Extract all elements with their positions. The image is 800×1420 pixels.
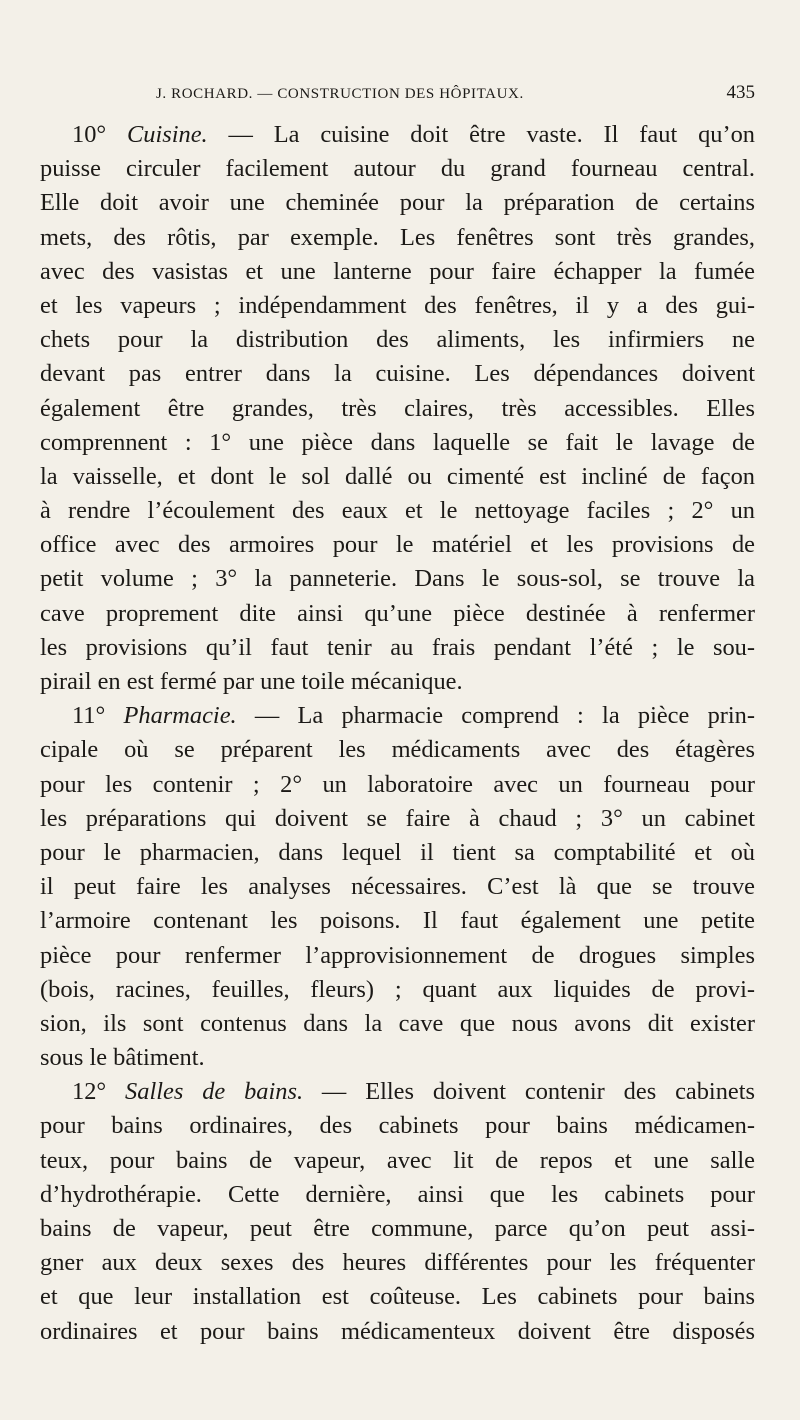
text-line: la vaisselle, et dont le sol dallé ou cimenté est incliné de façon [40, 462, 755, 490]
body-text [40, 118, 755, 1349]
text-line: l’armoire contenant les poisons. Il faut également une petite [40, 907, 755, 935]
text-line: sous le bâtiment. [40, 1044, 205, 1072]
text-line: chets pour la distribution des aliments, les infirmiers ne [40, 326, 755, 354]
text-line: pirail en est fermé par une toile mécanique. [40, 668, 463, 695]
text-line: Elle doit avoir une cheminée pour la préparation de certains [40, 189, 755, 217]
text-line: cipale où se préparent les médicaments avec des étagères [40, 736, 755, 764]
text-line: également être grandes, très claires, très accessibles. Elles [40, 394, 755, 422]
text-line: pièce pour renfermer l’approvisionnement de drogues simples [40, 941, 755, 969]
text-line: avec des vasistas et une lanterne pour faire échapper la fumée [40, 257, 755, 285]
section-number: 11° [72, 702, 106, 730]
section-first-line [40, 1075, 755, 1109]
text-line: les provisions qu’il faut tenir au frais pendant l’été ; le sou- [40, 633, 755, 661]
running-header [40, 80, 755, 108]
section-title: Pharmacie. [123, 702, 237, 730]
section-first-line [40, 699, 755, 733]
text-line: d’hydrothérapie. Cette dernière, ainsi que les cabinets pour [40, 1180, 755, 1208]
text-line: office avec des armoires pour le matériel et les provisions de [40, 531, 755, 559]
section-cuisine [40, 118, 755, 699]
text-line: puisse circuler facilement autour du grand fourneau central. [40, 155, 755, 183]
text-line: pour le pharmacien, dans lequel il tient sa comptabilité et où [40, 838, 755, 866]
text-line: il peut faire les analyses nécessaires. C’est là que se trouve [40, 873, 755, 901]
text-line: sion, ils sont contenus dans la cave que nous avons dit exister [40, 1009, 755, 1037]
text-line: — Elles doivent contenir des cabinets [303, 1078, 755, 1106]
section-number: 10° [72, 121, 107, 148]
section-salles-de-bains [40, 1075, 755, 1349]
section-number: 12° [72, 1078, 107, 1106]
text-line: mets, des rôtis, par exemple. Les fenêtres sont très grandes, [40, 223, 755, 251]
text-line: et les vapeurs ; indépendamment des fenêtres, il y a des gui- [40, 291, 755, 319]
text-line: pour bains ordinaires, des cabinets pour bains médicamen- [40, 1112, 755, 1140]
text-line: pour les contenir ; 2° un laboratoire avec un fourneau pour [40, 770, 755, 798]
section-title: Cuisine. [127, 121, 208, 148]
text-line: petit volume ; 3° la panneterie. Dans le sous-sol, se trouve la [40, 565, 755, 593]
text-line: bains de vapeur, peut être commune, parce qu’on peut assi- [40, 1215, 755, 1242]
text-line: (bois, racines, feuilles, fleurs) ; quant aux liquides de provi- [40, 975, 755, 1003]
section-pharmacie [40, 699, 755, 1075]
text-line: à rendre l’écoulement des eaux et le nettoyage faciles ; 2° un [40, 497, 755, 525]
text-line: ordinaires et pour bains médicamenteux doivent être disposés [40, 1317, 755, 1345]
text-line: cave proprement dite ainsi qu’une pièce destinée à renfermer [40, 599, 755, 627]
text-line: — La cuisine doit être vaste. Il faut qu’on [207, 121, 755, 148]
section-first-line [40, 118, 755, 152]
text-line: les préparations qui doivent se faire à chaud ; 3° un cabinet [40, 804, 755, 832]
running-title: J. ROCHARD. — CONSTRUCTION DES HÔPITAUX. [156, 86, 524, 102]
text-line: comprennent : 1° une pièce dans laquelle se fait le lavage de [40, 428, 755, 456]
section-title: Salles de bains. [125, 1078, 304, 1106]
text-line: gner aux deux sexes des heures différentes pour les fréquenter [40, 1249, 755, 1277]
text-line: teux, pour bains de vapeur, avec lit de repos et une salle [40, 1146, 755, 1174]
text-line: et que leur installation est coûteuse. Les cabinets pour bains [40, 1283, 755, 1311]
text-line: — La pharmacie comprend : la pièce prin- [236, 702, 755, 730]
page-number: 435 [726, 82, 755, 103]
text-line: devant pas entrer dans la cuisine. Les dépendances doivent [40, 360, 755, 388]
